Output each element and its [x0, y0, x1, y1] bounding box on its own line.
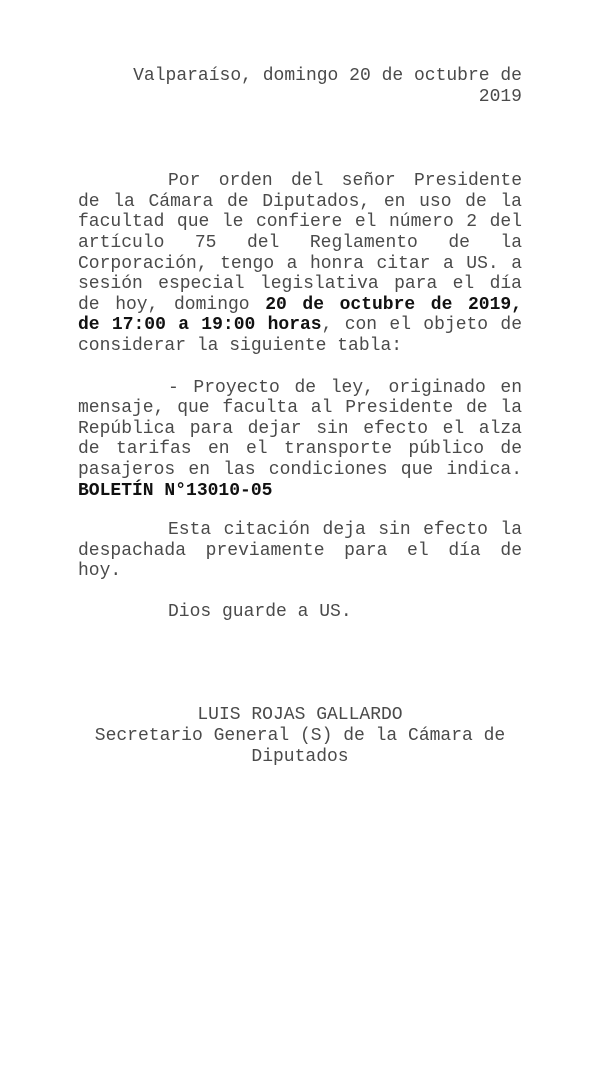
signatory-title: Diputados: [251, 746, 349, 767]
text-segment: República para dejar sin efecto el alza: [78, 418, 522, 439]
date-line: Valparaíso, domingo 20 de octubre de: [133, 66, 522, 86]
text-segment: facultad que le confiere el número 2 del: [78, 212, 522, 233]
text-line: [78, 481, 522, 502]
text-segment: Por orden del señor Presidente: [168, 171, 522, 192]
text-line: [78, 419, 522, 440]
paragraph-citation: [78, 171, 522, 356]
text-line: [78, 212, 522, 233]
bold-text: 20 de octubre de 2019,: [265, 294, 523, 315]
text-segment: considerar la siguiente tabla:: [78, 335, 403, 356]
text-line: [78, 171, 522, 192]
text-segment: , con el objeto de: [321, 315, 523, 336]
text-line: [78, 561, 522, 582]
text-segment: artículo 75 del Reglamento de la: [78, 232, 522, 253]
text-line: [78, 336, 522, 357]
text-line: [78, 254, 522, 275]
text-line: [78, 192, 522, 213]
text-segment: de hoy, domingo: [78, 294, 266, 315]
date-block: [78, 66, 522, 107]
date-line: 2019: [478, 86, 522, 107]
text-segment: de la Cámara de Diputados, en uso de la: [78, 191, 522, 212]
text-segment: sesión especial legislativa para el día: [78, 274, 522, 295]
text-segment: de tarifas en el transporte público de: [78, 439, 522, 460]
text-line: [78, 398, 522, 419]
text-line: [78, 378, 522, 399]
text-line: [78, 439, 522, 460]
text-segment: Corporación, tengo a honra citar a US. a: [78, 253, 522, 274]
signature-block: [50, 705, 550, 767]
text-segment: pasajeros en las condiciones que indica.: [78, 459, 522, 480]
text-line: [78, 460, 522, 481]
signatory-title: Secretario General (S) de la Cámara de: [94, 726, 506, 747]
paragraph-notice: [78, 520, 522, 582]
signatory-name: LUIS ROJAS GALLARDO: [197, 705, 403, 726]
text-line: [78, 233, 522, 254]
text-segment: despachada previamente para el día de: [78, 540, 522, 561]
paragraph-agenda: [78, 378, 522, 502]
text-line: [78, 295, 522, 316]
closing-text: Dios guarde a US.: [168, 601, 352, 622]
text-line: [78, 274, 522, 295]
text-line: [78, 520, 522, 541]
closing-block: [78, 602, 522, 623]
text-segment: hoy.: [78, 561, 122, 582]
text-segment: Esta citación deja sin efecto la: [168, 520, 522, 541]
text-line: [78, 315, 522, 336]
bold-text: de 17:00 a 19:00 horas: [78, 315, 322, 336]
bold-text: BOLETÍN N°13010-05: [78, 480, 273, 501]
text-segment: - Proyecto de ley, originado en: [168, 377, 522, 398]
text-segment: mensaje, que faculta al Presidente de la: [78, 398, 522, 419]
text-line: [78, 541, 522, 562]
